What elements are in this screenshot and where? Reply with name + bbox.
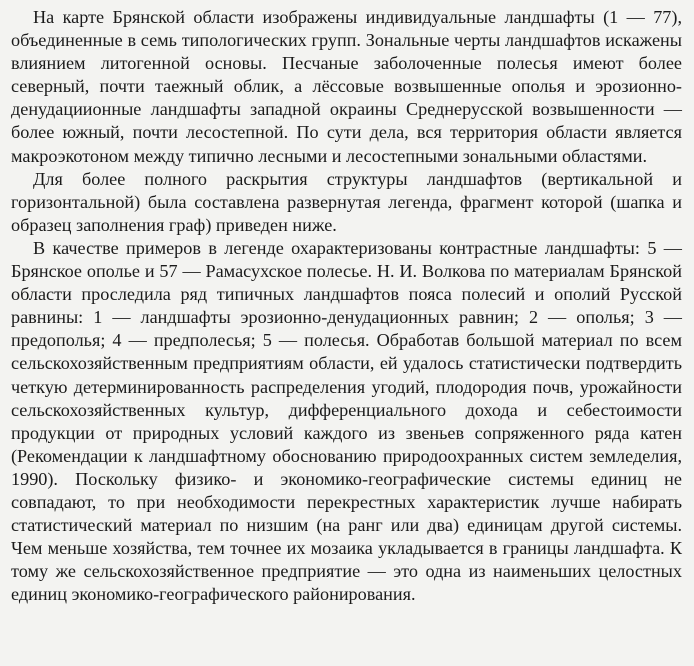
paragraph-legend: Для более полного раскрытия структуры ландшафтов (вертикальной и горизонтальной) была составлена развернутая легенда, фрагмент которой (шапка и образец заполнения граф) приведен ниже.: [11, 168, 682, 235]
paragraph-landscape-map: На карте Брянской области изображены индивидуальные ландшафты (1 — 77), объединенные в семь типологических групп. Зональные черты ландшафтов искажены влиянием литогенной основы. Песчаные заболоченные полесья имеют более северный, почти таежный облик, а лёссовые возвышенные ополья и эрозионно-денудациионные ландшафты западной окраины Среднерусской возвышенности — более южный, почти лесостепной. По сути дела, вся территория области является макроэкотоном между типично лесными и лесостепными зональными областями.: [11, 7, 682, 166]
paragraph-examples: В качестве примеров в легенде охарактеризованы контрастные ландшафты: 5 — Брянское ополье и 57 — Рамасухское полесье. Н. И. Волкова по материалам Брянской области проследила ряд типичных ландшафтов пояса полесий и ополий Русской равнины: 1 — ландшафты эрозионно-денудационных равнин; 2 — ополья; 3 — предополья; 4 — предполесья; 5 — полесья. Обработав большой материал по всем сельскохозяйственным предприятиям области, ей удалось статистически подтвердить четкую детерминированность распределения угодий, плодородия почв, урожайности сельскохозяйственных культур, дифференциального дохода и себестоимости продукции от природных условий каждого из звеньев сопряженного ряда катен (Рекомендации к ландшафтному обоснованию природоохранных систем земледелия, 1990). Поскольку физико- и экономико-географические системы единиц не совпадают, то при необходимости перекрестных характеристик лучше набирать статистический материал по низшим (на ранг или два) единицам другой системы. Чем меньше хозяйства, тем точнее их мозаика укладывается в границы ландшафта. К тому же сельскохозяйственное предприятие — это одна из наименьших целостных единиц экономико-географического районирования.: [11, 237, 682, 605]
